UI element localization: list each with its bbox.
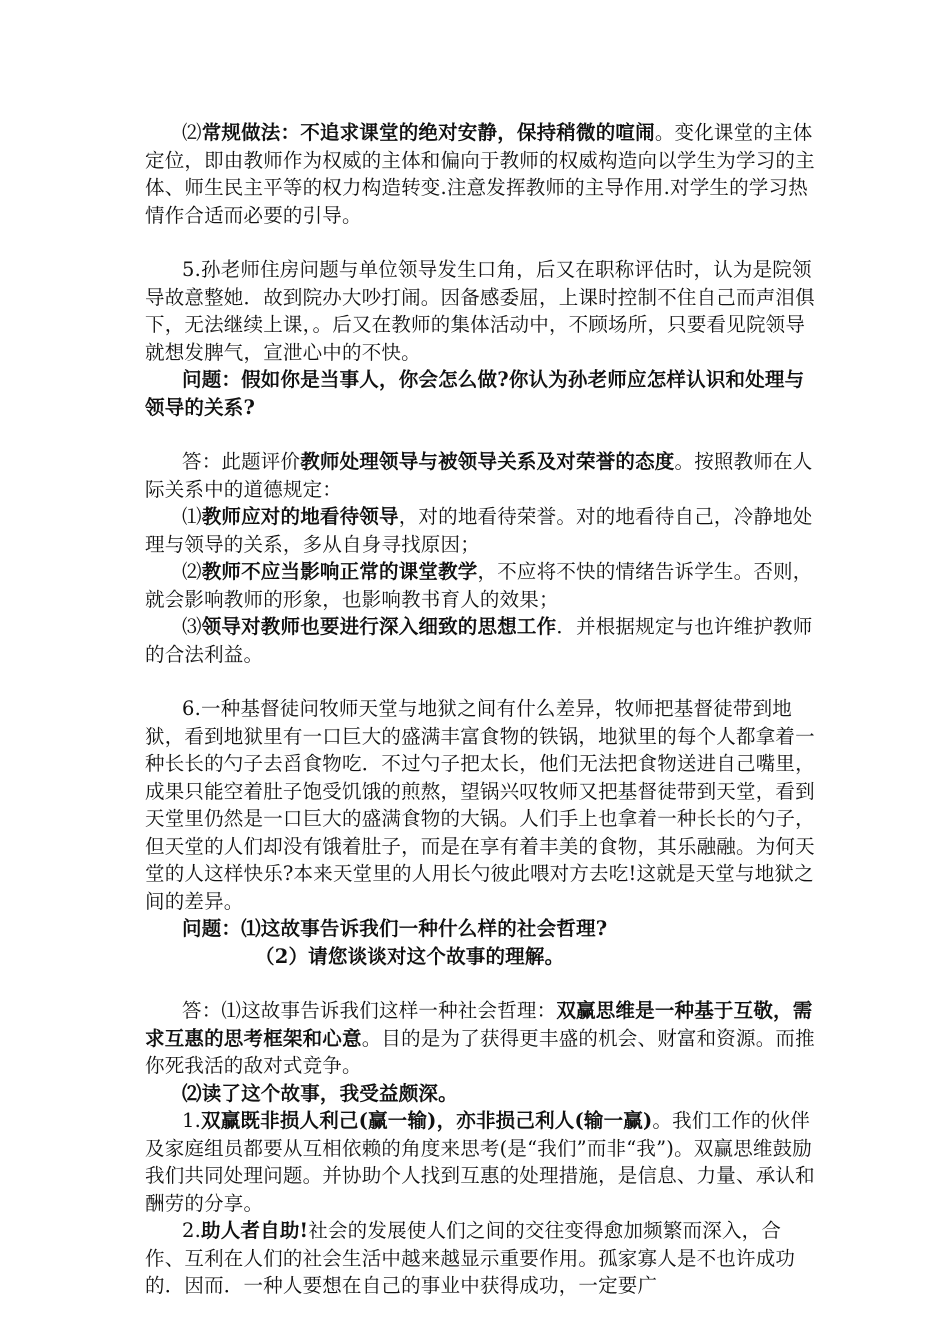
text-segment: 问题：假如你是当事人，你会怎么做?你认为孙老师应怎样认识和处理与领导的关系? xyxy=(145,368,805,419)
question-5 xyxy=(145,366,820,421)
text-segment: 双赢思维是一种基于互敬，需求互惠的思考框架和心意 xyxy=(145,999,813,1050)
text-segment: 答：此题评价 xyxy=(182,450,301,473)
text-segment: ⑵ xyxy=(182,560,202,583)
text-segment: 教师不应当影响正常的课堂教学 xyxy=(201,560,478,583)
question-6-part-2 xyxy=(145,943,820,971)
text-segment: ，不应将不快的情绪告诉学生。否则，就会影响教师的形象，也影响教书育人的效果； xyxy=(145,560,813,611)
text-segment: 助人者自助! xyxy=(201,1219,309,1242)
text-segment: 双赢既非损人利己(赢一输)，亦非损己利人(输一赢) xyxy=(201,1109,653,1132)
text-segment: 教师应对的地看待领导 xyxy=(201,505,399,528)
text-segment: 。变化课堂的主体定位，即由教师作为权威的主体和偏向于教师的权威构造向以学生为学习的主体、师生民主平等的权力构造转变.注意发挥教师的主导作用.对学生的学习热情作合适而必要的引导。 xyxy=(145,121,815,227)
text-segment: 领导对教师也要进行深入细致的思想工作 xyxy=(201,615,557,638)
paragraph-case-6 xyxy=(145,695,820,915)
answer-6-point-1 xyxy=(145,1107,820,1217)
text-segment: 6.一种基督徒问牧师天堂与地狱之间有什么差异，牧师把基督徒带到地狱，看到地狱里有一口巨大的盛满丰富食物的铁锅，地狱里的每个人都拿着一种长长的勺子去舀食物吃．不过勺子把太长，他们无法把食物送进自己嘴里，成果只能空着肚子饱受饥饿的煎熬，望锅兴叹牧师又把基督徒带到天堂，看到天堂里仍然是一口巨大的盛满食物的大锅。人们手上也拿着一种长长的勺子，但天堂的人们却没有饿着肚子，而是在享有着丰美的食物，其乐融融。为何天堂的人这样快乐?本来天堂里的人用长勺彼此喂对方去吃!这就是天堂与地狱之间的差异。 xyxy=(145,697,815,913)
text-segment: 常规做法：不追求课堂的绝对安静，保持稍微的喧闹 xyxy=(201,121,655,144)
answer-5-point-1 xyxy=(145,503,820,558)
text-segment: 。目的是为了获得更丰盛的机会、财富和资源。而推你死我活的敌对式竞争。 xyxy=(145,1026,815,1077)
answer-6-part-1 xyxy=(145,997,820,1080)
text-segment: （2）请您谈谈对这个故事的理解。 xyxy=(255,944,565,968)
text-segment: 1. xyxy=(182,1109,202,1132)
text-segment: 问题：⑴这故事告诉我们一种什么样的社会哲理? xyxy=(182,917,608,940)
answer-5-point-3 xyxy=(145,613,820,668)
answer-5-point-2 xyxy=(145,558,820,613)
answer-6-point-2 xyxy=(145,1217,820,1300)
text-segment: ．并根据规定与也许维护教师的合法利益。 xyxy=(145,615,813,666)
text-segment: 2. xyxy=(182,1219,202,1242)
text-segment: ⑴ xyxy=(182,505,202,528)
text-segment: ⑵ xyxy=(182,121,202,144)
text-segment: ，对的地看待荣誉。对的地看待自己，冷静地处理与领导的关系，多从自身寻找原因； xyxy=(145,505,813,556)
question-6-part-1 xyxy=(145,915,820,943)
text-segment: 教师处理领导与被领导关系及对荣誉的态度 xyxy=(300,450,675,473)
text-segment: ⑶ xyxy=(182,615,202,638)
answer-5-intro xyxy=(145,448,820,503)
text-segment: 。按照教师在人际关系中的道德规定： xyxy=(145,450,813,501)
paragraph-1 xyxy=(145,119,820,229)
text-segment: ⑵读了这个故事，我受益颇深。 xyxy=(182,1081,458,1105)
text-segment: 。我们工作的伙伴及家庭组员都要从互相依赖的角度来思考(是“我们”而非“我”)。双赢思维鼓励我们共同处理问题。并协助个人找到互惠的处理措施，是信息、力量、承认和酬劳的分享。 xyxy=(145,1109,815,1215)
paragraph-case-5 xyxy=(145,256,820,366)
text-segment: 答：⑴这故事告诉我们这样一种社会哲理： xyxy=(182,999,557,1022)
text-segment: 社会的发展使人们之间的交往变得愈加频繁而深入，合作、互利在人们的社会生活中越来越显示重要作用。孤家寡人是不也许成功的．因而．一种人要想在自己的事业中获得成功，一定要广 xyxy=(145,1219,796,1297)
text-segment: 5.孙老师住房问题与单位领导发生口角，后又在职称评估时，认为是院领导故意整她．故到院办大吵打闹。因备感委屈，上课时控制不住自己而声泪俱下，无法继续上课，。后又在教师的集体活动中，不顾场所，只要看见院领导就想发脾气，宣泄心中的不快。 xyxy=(145,258,815,364)
answer-6-part-2-heading xyxy=(145,1080,820,1108)
